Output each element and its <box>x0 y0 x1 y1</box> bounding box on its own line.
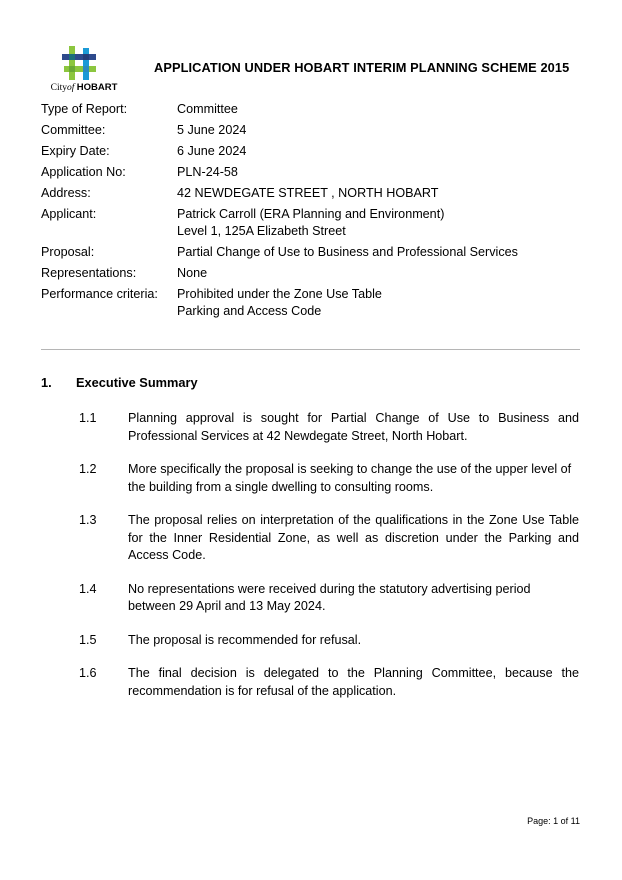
meta-row-type: Type of Report: Committee <box>41 102 238 116</box>
meta-row-committee: Committee: 5 June 2024 <box>41 123 247 137</box>
list-item: 1.1 Planning approval is sought for Partial Change of Use to Business and Professional Services at 42 Newdegate Street, North Hobart. <box>79 411 579 443</box>
city-of-hobart-logo <box>44 44 124 96</box>
hobart-grid-icon <box>60 44 100 82</box>
list-item: 1.3 The proposal relies on interpretation of the qualifications in the Zone Use Table for the Inner Residential Zone, as well as discretion under the Parking and Access Code. <box>79 513 579 562</box>
meta-row-representations: Representations: None <box>41 266 208 280</box>
page-number: Page: 1 of 11 <box>527 816 580 826</box>
document-title: APPLICATION UNDER HOBART INTERIM PLANNING SCHEME 2015 <box>154 60 570 75</box>
report-details <box>41 101 581 324</box>
meta-row-application-no: Application No: PLN-24-58 <box>41 165 238 179</box>
section-heading: 1. Executive Summary <box>41 375 198 390</box>
section-divider <box>41 349 580 350</box>
list-item: 1.6 The final decision is delegated to the Planning Committee, because the recommendation is for refusal of the application. <box>79 666 579 698</box>
list-item: 1.2 More specifically the proposal is seeking to change the use of the upper level of the building from a single dwelling to consulting rooms. <box>79 462 572 494</box>
meta-row-address: Address: 42 NEWDEGATE STREET , NORTH HOBART <box>41 186 439 200</box>
meta-row-applicant: Applicant: Patrick Carroll (ERA Planning and Environment) Level 1, 125A Elizabeth Street <box>41 207 445 238</box>
meta-row-proposal: Proposal: Partial Change of Use to Business and Professional Services <box>41 245 518 259</box>
meta-row-expiry: Expiry Date: 6 June 2024 <box>41 144 247 158</box>
meta-row-performance-criteria: Performance criteria: Prohibited under the Zone Use Table Parking and Access Code <box>41 287 382 318</box>
logo-wordmark: Cityof HOBART <box>50 82 118 93</box>
summary-items <box>79 410 579 716</box>
list-item: 1.4 No representations were received during the statutory advertising period between 29 April and 13 May 2024. <box>79 581 531 613</box>
list-item: 1.5 The proposal is recommended for refusal. <box>79 632 362 647</box>
